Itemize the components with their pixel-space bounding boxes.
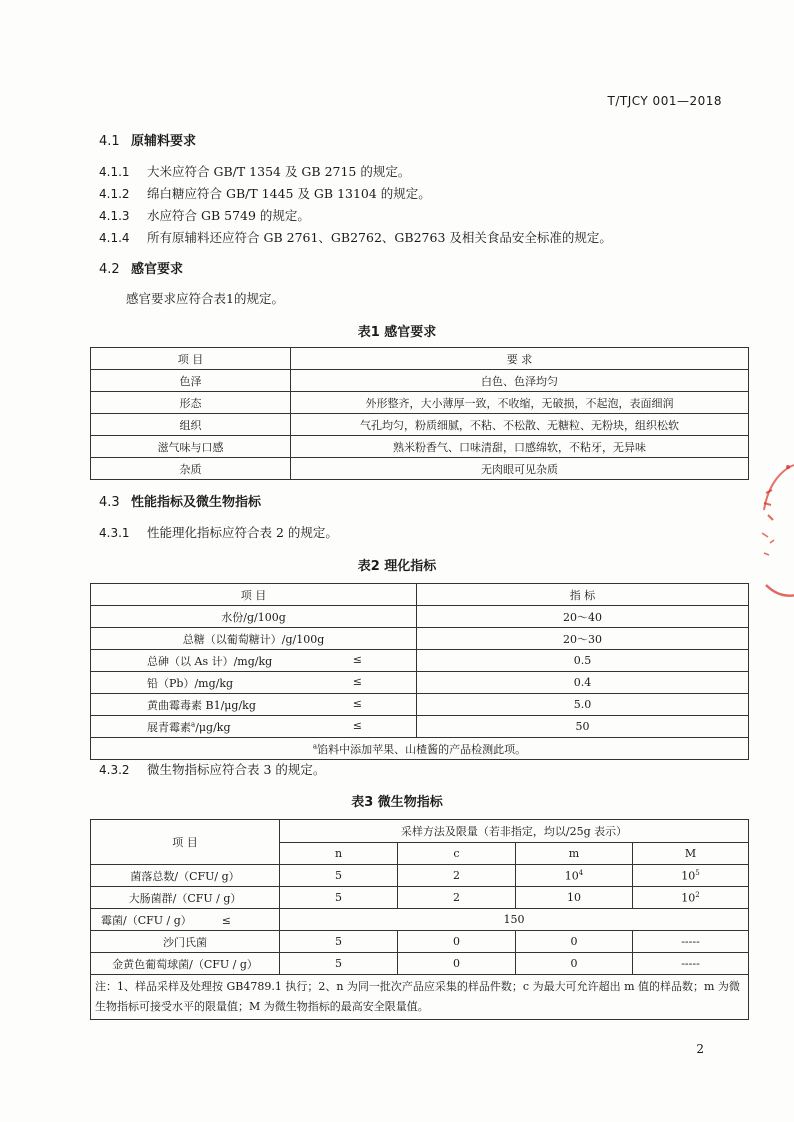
section-4-2-paragraph: 感官要求应符合表1的规定。	[126, 291, 284, 306]
table-row	[91, 694, 749, 716]
c-cell: 0	[398, 931, 516, 953]
requirement-cell: 气孔均匀，粉质细腻，不粘、不松散、无糖粒、无粉块，组织松软	[291, 414, 749, 436]
operator: ≤	[352, 674, 362, 688]
column-header: 指 标	[417, 584, 749, 606]
clause-text: 水应符合 GB 5749 的规定。	[147, 208, 310, 223]
requirement-cell: 无肉眼可见杂质	[291, 458, 749, 480]
n-cell: 5	[280, 931, 398, 953]
section-title: 感官要求	[131, 262, 184, 277]
clause-4-3-1	[99, 523, 338, 541]
item-cell: 菌落总数/（CFU/ g）	[91, 865, 280, 887]
footnote-cell	[91, 738, 749, 760]
item-label: 霉菌/（CFU / g）	[101, 913, 192, 927]
value-cell: 20～40	[417, 606, 749, 628]
item-cell: 杂质	[91, 458, 291, 480]
column-header: 要 求	[291, 348, 749, 370]
operator: ≤	[221, 913, 231, 927]
value-exponent: 4	[578, 868, 584, 877]
clause-number: 4.1.1	[99, 165, 130, 179]
sensory-table	[90, 347, 749, 480]
clause-text: 性能理化指标应符合表 2 的规定。	[147, 525, 338, 540]
table-row	[91, 628, 749, 650]
item-label: 黄曲霉毒素 B1/μg/kg	[147, 698, 256, 712]
table2-caption: 表2 理化指标	[357, 559, 437, 574]
column-header: 项 目	[91, 348, 291, 370]
note-row	[91, 975, 749, 1020]
clause-4-1-1	[99, 162, 410, 180]
item-cell: 水份/g/100g	[91, 606, 417, 628]
footnote-row	[91, 738, 749, 760]
column-header-n: n	[280, 842, 398, 865]
n-cell: 5	[280, 865, 398, 887]
microbial-table	[90, 819, 749, 1020]
m-cell: 10	[516, 887, 633, 909]
clause-number: 4.3.1	[99, 526, 130, 540]
table-row	[91, 953, 749, 975]
operator: ≤	[352, 696, 362, 710]
M-cell: -----	[633, 931, 749, 953]
item-cell: 总糖（以葡萄糖计）/g/100g	[91, 628, 417, 650]
section-title: 原辅料要求	[131, 134, 197, 149]
value-base: 10	[681, 891, 696, 905]
value-cell: 5.0	[417, 694, 749, 716]
n-cell: 5	[280, 953, 398, 975]
value-base: 10	[564, 869, 579, 883]
item-cell	[91, 909, 280, 931]
item-cell: 滋气味与口感	[91, 436, 291, 458]
table1-caption: 表1 感官要求	[357, 325, 437, 340]
item-label	[147, 719, 231, 735]
table-row	[91, 392, 749, 414]
clause-text: 大米应符合 GB/T 1354 及 GB 2715 的规定。	[147, 164, 411, 179]
table-row	[91, 414, 749, 436]
value-cell: 50	[417, 716, 749, 738]
value-cell: 20～30	[417, 628, 749, 650]
value-cell: 0.4	[417, 672, 749, 694]
doc-code: T/TJCY 001—2018	[607, 94, 722, 108]
group-header: 采样方法及限量（若非指定，均以/25g 表示）	[280, 820, 749, 843]
item-cell: 色泽	[91, 370, 291, 392]
page-number: 2	[696, 1042, 704, 1056]
item-cell	[91, 650, 417, 672]
n-cell: 5	[280, 887, 398, 909]
requirement-cell: 白色、色泽均匀	[291, 370, 749, 392]
M-cell: -----	[633, 953, 749, 975]
table-header-row	[91, 820, 749, 843]
item-cell: 组织	[91, 414, 291, 436]
m-cell: 0	[516, 953, 633, 975]
table-row	[91, 458, 749, 480]
section-4-3-heading	[99, 491, 261, 510]
clause-text: 微生物指标应符合表 3 的规定。	[147, 762, 326, 777]
limit-cell: 150	[280, 909, 749, 931]
M-cell	[633, 865, 749, 887]
column-header: 项 目	[91, 820, 280, 865]
clause-number: 4.1.4	[99, 231, 130, 245]
m-cell	[516, 865, 633, 887]
item-unit: /μg/kg	[195, 720, 231, 734]
clause-4-3-2	[99, 760, 325, 778]
table-row	[91, 865, 749, 887]
footnote-text: 馅料中添加苹果、山楂酱的产品检测此项。	[317, 742, 527, 756]
footnote-mark: a	[312, 741, 318, 750]
clause-number: 4.1.2	[99, 187, 130, 201]
item-cell	[91, 694, 417, 716]
table-header-row	[91, 348, 749, 370]
table-row	[91, 672, 749, 694]
section-number: 4.1	[99, 134, 120, 149]
footnote-mark: a	[191, 719, 196, 728]
section-number: 4.3	[99, 495, 120, 510]
value-exponent: 2	[695, 890, 700, 899]
table-row	[91, 887, 749, 909]
table-row	[91, 436, 749, 458]
item-name: 展青霉素	[147, 720, 191, 734]
value-cell: 0.5	[417, 650, 749, 672]
m-cell: 0	[516, 931, 633, 953]
clause-number: 4.3.2	[99, 763, 130, 777]
table3-caption: 表3 微生物指标	[351, 795, 443, 810]
M-cell	[633, 887, 749, 909]
item-label: 铅（Pb）/mg/kg	[147, 676, 234, 690]
table-row	[91, 606, 749, 628]
seal-stamp-fragment	[756, 455, 794, 605]
item-cell: 形态	[91, 392, 291, 414]
table-header-row	[91, 584, 749, 606]
table-row	[91, 931, 749, 953]
table-row	[91, 650, 749, 672]
item-cell: 沙门氏菌	[91, 931, 280, 953]
operator: ≤	[352, 652, 362, 666]
table-row	[91, 909, 749, 931]
value-exponent: 5	[695, 868, 700, 877]
column-header-c: c	[398, 842, 516, 865]
requirement-cell: 外形整齐，大小薄厚一致，不收缩，无破损，不起泡，表面细润	[291, 392, 749, 414]
column-header-m: m	[516, 842, 633, 865]
clause-text: 绵白糖应符合 GB/T 1445 及 GB 13104 的规定。	[147, 186, 431, 201]
section-title: 性能指标及微生物指标	[131, 495, 262, 510]
item-cell: 金黄色葡萄球菌/（CFU / g）	[91, 953, 280, 975]
table-note: 注：1、样品采样及处理按 GB4789.1 执行；2、n 为同一批次产品应采集的样品件数；c 为最大可允许超出 m 值的样品数；m 为微生物指标可接受水平的限量值；M 为微生物指标的最高安全限量值。	[91, 975, 749, 1020]
c-cell: 2	[398, 865, 516, 887]
item-label: 总砷（以 As 计）/mg/kg	[147, 654, 273, 668]
clause-text: 所有原辅料还应符合 GB 2761、GB2762、GB2763 及相关食品安全标准的规定。	[147, 230, 612, 245]
value-base: 10	[681, 869, 696, 883]
section-4-2-heading	[99, 258, 183, 277]
table-row	[91, 370, 749, 392]
c-cell: 2	[398, 887, 516, 909]
operator: ≤	[352, 718, 362, 732]
column-header-M: M	[633, 842, 749, 865]
section-number: 4.2	[99, 262, 120, 277]
item-cell	[91, 716, 417, 738]
clause-4-1-3	[99, 206, 310, 224]
section-4-1-heading	[99, 130, 196, 149]
requirement-cell: 熟米粉香气、口味清甜，口感绵软，不粘牙，无异味	[291, 436, 749, 458]
item-cell: 大肠菌群/（CFU / g）	[91, 887, 280, 909]
column-header: 项 目	[91, 584, 417, 606]
c-cell: 0	[398, 953, 516, 975]
table-row	[91, 716, 749, 738]
physicochemical-table	[90, 583, 749, 760]
item-cell	[91, 672, 417, 694]
clause-4-1-2	[99, 184, 431, 202]
clause-number: 4.1.3	[99, 209, 130, 223]
clause-4-1-4	[99, 228, 612, 246]
